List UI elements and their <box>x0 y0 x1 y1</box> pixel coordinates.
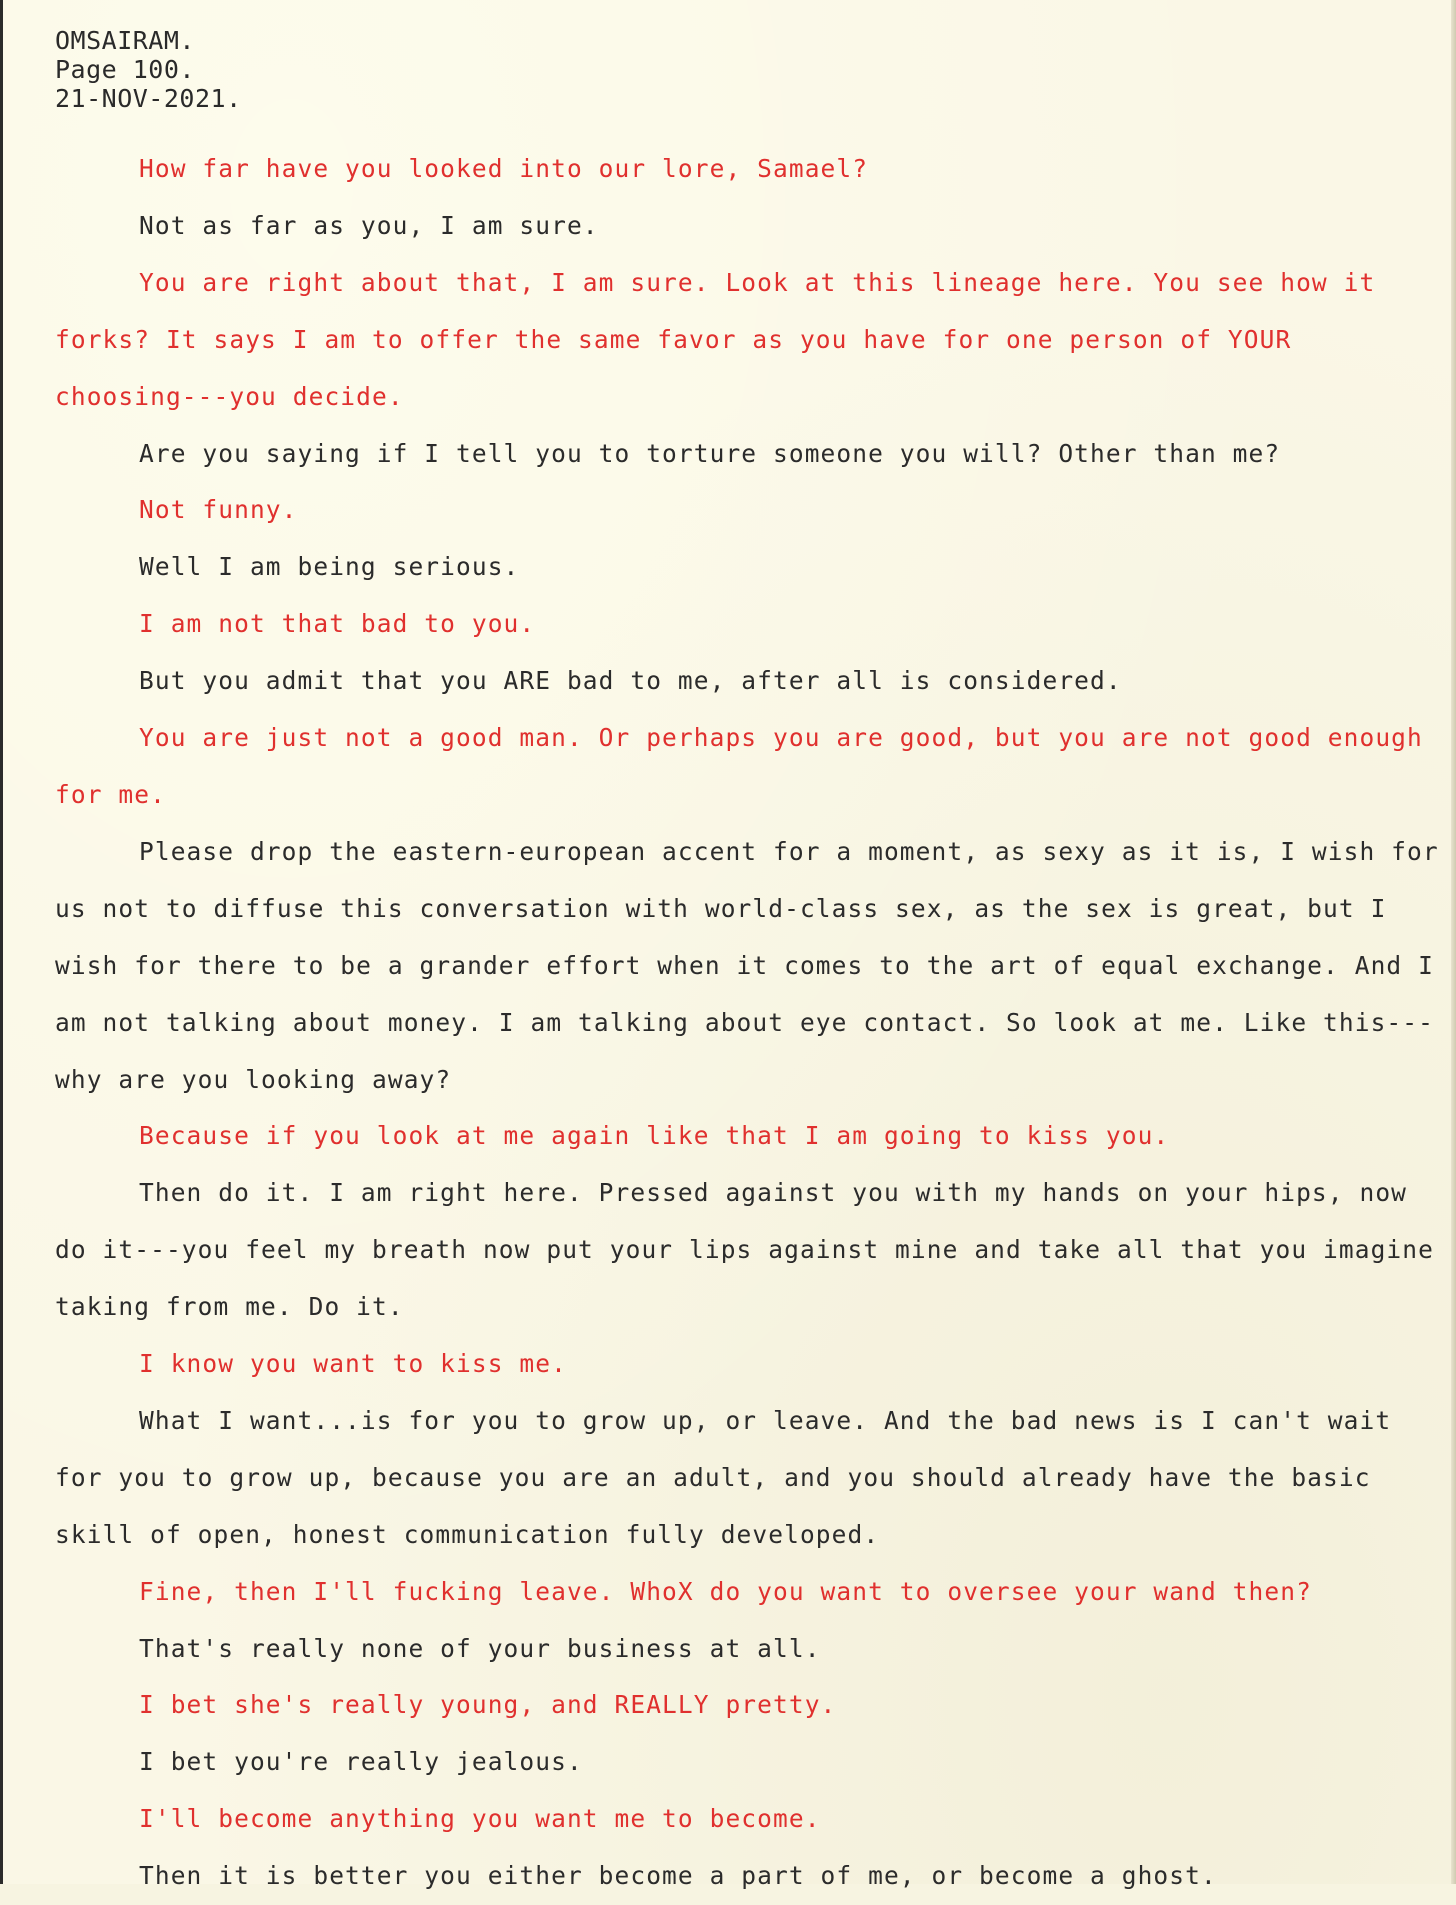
page-edge-left <box>0 0 3 1884</box>
paragraph-1: How far have you looked into our lore, Samael? <box>139 154 869 183</box>
paragraph-6: Well I am being serious. <box>139 552 520 582</box>
page-header <box>55 26 242 113</box>
page-edge-right <box>1451 0 1456 1884</box>
paragraph-13: I know you want to kiss me. <box>139 1349 567 1379</box>
paragraph-2: Not as far as you, I am sure. <box>139 210 599 240</box>
paragraph-8: But you admit that you ARE bad to me, after all is considered. <box>139 666 1122 696</box>
paragraph-9: You are just not a good man. Or perhaps you are good, but you are not good enough for me. <box>55 723 1423 809</box>
paragraph-14: What I want...is for you to grow up, or leave. And the bad news is I can't wait for you to grow up, because you are an adult, and you should already have the basic skill of open, honest communication fully developed. <box>55 1405 1392 1549</box>
paragraph-5: Not funny. <box>139 495 298 525</box>
dialogue-body <box>55 141 1445 1905</box>
paragraph-19: I'll become anything you want me to become. <box>139 1804 821 1834</box>
paragraph-7: I am not that bad to you. <box>139 609 536 639</box>
paragraph-10: Please drop the eastern-european accent for a moment, as sexy as it is, I wish for us not to diffuse this conversation with world-class sex, as the sex is great, but I wish for there to be a grander effort when it comes to the art of equal exchange. And I am not talking about money. I am talking about eye contact. So look at me. Like this---why are you looking away? <box>55 836 1439 1094</box>
paragraph-12: Then do it. I am right here. Pressed against you with my hands on your hips, now do it---you feel my breath now put your lips against mine and take all that you imagine taking from me. Do it. <box>55 1178 1434 1322</box>
header-page-number: Page 100. <box>55 55 195 84</box>
paragraph-20: Then it is better you either become a part of me, or become a ghost. <box>139 1861 1217 1891</box>
paragraph-18: I bet you're really jealous. <box>139 1747 583 1777</box>
header-date: 21-NOV-2021. <box>55 84 242 113</box>
paragraph-17: I bet she's really young, and REALLY pretty. <box>139 1690 837 1720</box>
paragraph-15: Fine, then I'll fucking leave. WhoX do you want to oversee your wand then? <box>139 1576 1312 1606</box>
paragraph-3: You are right about that, I am sure. Look at this lineage here. You see how it forks? It says I am to offer the same favor as you have for one person of YOUR choosing---you decide. <box>55 267 1376 411</box>
paragraph-11: Because if you look at me again like that I am going to kiss you. <box>139 1121 1170 1151</box>
paragraph-16: That's really none of your business at all. <box>139 1633 821 1663</box>
header-title: OMSAIRAM. <box>55 26 195 55</box>
paragraph-4: Are you saying if I tell you to torture someone you will? Other than me? <box>139 438 1281 468</box>
